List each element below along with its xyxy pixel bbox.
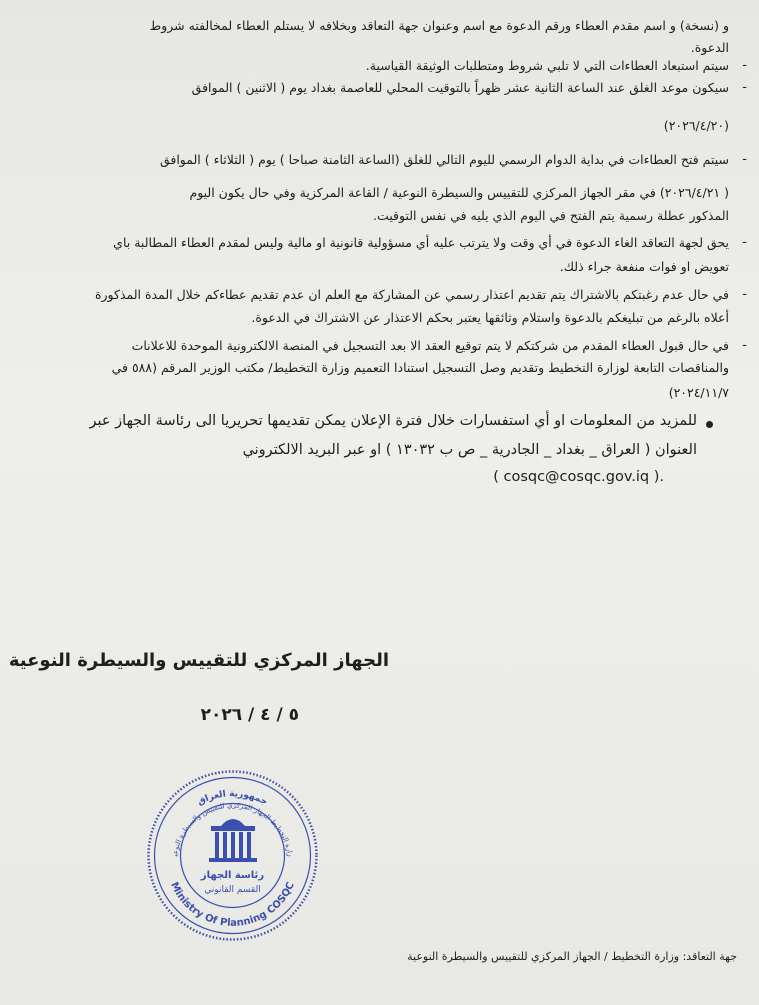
seal-center-text: رئاسة الجهاز <box>200 870 265 881</box>
text-line: و (نسخة) و اسم مقدم العطاء ورقم الدعوة مع اسم وعنوان جهة التعاقد وبخلافه لا يستلم العطاء لمخالفته شروط <box>149 18 729 33</box>
text-line: ( ٢٠٢٦/٤/٢١) في مقر الجهاز المركزي للتقييس والسيطرة النوعية / القاعة المركزية وفي حال يكون اليوم <box>189 185 729 200</box>
text-line: في حال قبول العطاء المقدم من شركتكم لا يتم توقيع العقد الا بعد التسجيل في المنصة الالكترونية الموحدة للاعلانات <box>131 338 729 353</box>
bullet-dot <box>706 421 713 428</box>
text-line: والمناقصات التابعة لوزارة التخطيط وتقديم وصل التسجيل استنادا التعميم وزارة التخطيط/ مكتب الوزير المرقم (٥٨٨ في <box>111 360 729 375</box>
dash-bullet: - <box>742 338 747 353</box>
seal-center-text: القسم القانوني <box>204 885 261 895</box>
dash-bullet: - <box>742 152 747 167</box>
dash-bullet: - <box>742 287 747 302</box>
seal-bottom-text: Ministry Of Planning COSQC <box>168 880 297 929</box>
text-line: في حال عدم رغبتكم بالاشتراك يتم تقديم اعتذار رسمي عن المشاركة مع العلم ان عدم تقديم عطاءكم خلال المدة المذكورة <box>94 287 729 302</box>
text-line: (٢٠٢٦/٤/٢٠) <box>663 118 729 133</box>
text-line: تعويض او فوات منفعة جراء ذلك. <box>559 259 729 274</box>
dash-bullet: - <box>742 80 747 95</box>
text-line: أعلاه بالرغم من تبليغكم بالدعوة واستلام وثائقها يعتبر بحكم الاعتذار عن الاشتراك في الدعوة. <box>251 310 729 325</box>
dash-bullet: - <box>742 58 747 73</box>
footer-text: جهة التعاقد: وزارة التخطيط / الجهاز المركزي للتقييس والسيطرة النوعية <box>407 950 737 963</box>
email-line: ( cosqc@cosqc.gov.iq ). <box>493 469 664 485</box>
dash-bullet: - <box>742 235 747 250</box>
text-line: الدعوة. <box>690 40 729 55</box>
text-line: للمزيد من المعلومات او أي استفسارات خلال فترة الإعلان يمكن تقديمها تحريريا الى رئاسة الجهاز عبر <box>89 413 697 429</box>
building-emblem-icon <box>209 819 257 862</box>
text-line: ٢٠٢٤/١١/٧) <box>668 385 729 400</box>
signature-title: الجهاز المركزي للتقييس والسيطرة النوعية <box>8 650 389 671</box>
text-line: سيتم فتح العطاءات في بداية الدوام الرسمي لليوم التالي للغلق (الساعة الثامنة صباحا ) يوم ( الثلاثاء ) الموافق <box>159 152 729 167</box>
text-line: يحق لجهة التعاقد الغاء الدعوة في أي وقت ولا يترتب عليه أي مسؤولية قانونية او مالية وليس لمقدم العطاء المطالبة باي <box>113 235 729 250</box>
seal-top-text: جمهورية العراق <box>196 789 270 808</box>
svg-text:جمهورية العراق <box>196 789 269 807</box>
text-line: المذكور عطلة رسمية يتم الفتح في اليوم الذي يليه في نفس التوقيت. <box>373 208 729 223</box>
signature-date: ٥ / ٤ / ٢٠٢٦ <box>200 705 299 725</box>
official-seal <box>145 768 320 943</box>
text-line: العنوان ( العراق _ بغداد _ الجادرية _ ص ب ١٣٠٣٢ ) او عبر البريد الالكتروني <box>242 442 697 458</box>
text-line: سيكون موعد الغلق عند الساعة الثانية عشر ظهراً بالتوقيت المحلي للعاصمة بغداد يوم ( الاثنين ) الموافق <box>191 80 729 95</box>
text-line: سيتم استبعاد العطاءات التي لا تلبي شروط ومتطلبات الوثيقة القياسية. <box>365 58 729 73</box>
seal-ring-text: زارة التخطيط الجهاز المركزي للتقييس والسيطرة النوعي <box>171 801 295 858</box>
